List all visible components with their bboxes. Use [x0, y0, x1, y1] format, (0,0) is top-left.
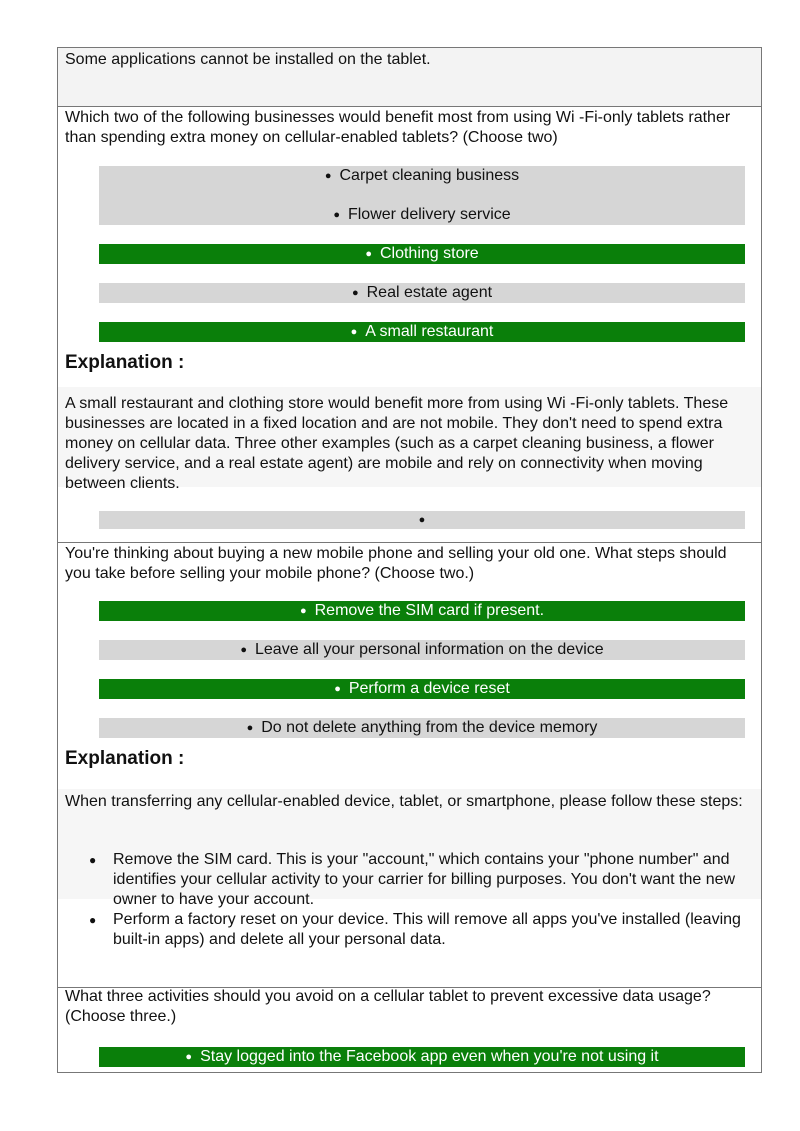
bullet-icon: ●	[246, 722, 254, 734]
question-text: What three activities should you avoid on a cellular tablet to prevent excessive data usage? (Choose three.)	[65, 988, 711, 1025]
option-2-correct[interactable]: ● Perform a device reset	[99, 679, 745, 699]
bullet-icon: ●	[324, 170, 332, 182]
question-text: Which two of the following businesses would benefit most from using Wi -Fi-only tablets rather than spending extra money on cellular-enabled tablets? (Choose two)	[65, 109, 731, 146]
option-3[interactable]: ● Real estate agent	[99, 283, 745, 303]
list-item: ● Perform a factory reset on your device. This will remove all apps you've installed (leaving built-in apps) and delete all your personal data.	[89, 911, 741, 948]
bullet-icon: ●	[334, 683, 341, 695]
document-table	[57, 47, 762, 1073]
bullet-icon: ●	[350, 326, 358, 338]
bullet-icon: ●	[365, 248, 372, 260]
answer-text: Some applications cannot be installed on the tablet.	[65, 51, 431, 68]
bullet-icon: ●	[333, 209, 340, 221]
bullet-icon: ●	[299, 605, 307, 617]
explanation-intro: When transferring any cellular-enabled device, tablet, or smartphone, please follow these steps:	[65, 793, 743, 810]
explanation-heading: Explanation :	[65, 352, 185, 373]
option-0-correct[interactable]: ● Remove the SIM card if present.	[99, 601, 745, 621]
option-0-correct[interactable]: ● Stay logged into the Facebook app even when you're not using it	[99, 1047, 745, 1067]
bullet-icon: ●	[240, 644, 247, 656]
option-2-correct[interactable]: ● Clothing store	[99, 244, 745, 264]
answer-row	[58, 48, 761, 107]
bullet-icon: ●	[89, 913, 97, 927]
explanation-text: A small restaurant and clothing store would benefit more from using Wi -Fi-only tablets. These businesses are located in a fixed location and are not mobile. They don't need to spend extra money on cellular data. Three other examples (such as a carpet cleaning business, a flower delivery service, and a real estate agent) are mobile and rely on connectivity when moving between clients.	[65, 395, 729, 492]
bullet-icon: ●	[89, 853, 97, 867]
option-3[interactable]: ● Do not delete anything from the device memory	[99, 718, 745, 738]
question-block-3	[58, 988, 761, 1073]
option-4-correct[interactable]: ● A small restaurant	[99, 322, 745, 342]
option-1[interactable]: ● Leave all your personal information on the device	[99, 640, 745, 660]
bullet-icon: ●	[351, 287, 359, 299]
steps-list	[65, 850, 755, 950]
question-text: You're thinking about buying a new mobile phone and selling your old one. What steps should you take before selling your mobile phone? (Choose two.)	[65, 545, 727, 582]
list-item: ● Remove the SIM card. This is your "account," which contains your "phone number" and identifies your cellular activity to your carrier for billing purposes. You don't want the new owner to have your account.	[89, 851, 736, 908]
explanation-heading: Explanation :	[65, 748, 185, 769]
bullet-icon: ●	[418, 514, 426, 526]
question-block-1	[58, 107, 761, 543]
option-0[interactable]: ● Carpet cleaning business	[324, 167, 520, 184]
empty-option	[99, 511, 745, 529]
option-1[interactable]: ● Flower delivery service	[333, 206, 511, 223]
bullet-icon: ●	[185, 1051, 193, 1063]
question-block-2	[58, 543, 761, 988]
